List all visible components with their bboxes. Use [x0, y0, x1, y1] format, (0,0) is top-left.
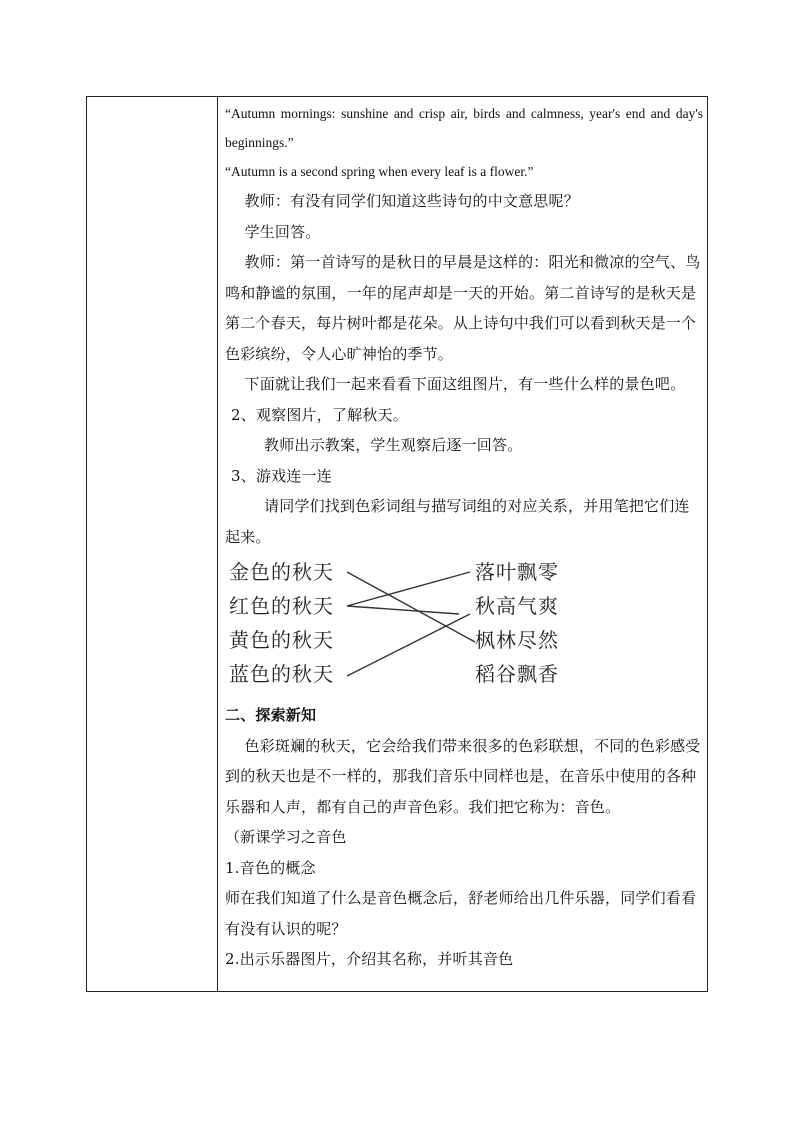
step-3-text: 请同学们找到色彩词组与描写词组的对应关系，并用笔把它们连起来。 [225, 497, 690, 546]
match-left-1: 金色的秋天 [229, 560, 334, 584]
match-left-2: 红色的秋天 [229, 594, 334, 618]
step-3-heading: 3、游戏连一连 [231, 466, 332, 485]
quote-1: “Autumn mornings: sunshine and crisp air, birds and calmness, year's end and day's beginnings.” [225, 106, 703, 150]
instruments-show: 2.出示乐器图片，介绍其名称，并听其音色 [225, 950, 514, 968]
timbre-concept-heading: 1.音色的概念 [225, 858, 316, 877]
match-right-4: 稻谷飘香 [475, 662, 559, 686]
lesson-content-cell [225, 97, 703, 975]
new-lesson-label: （新课学习之音色 [225, 828, 347, 846]
section-title: 二、探索新知 [225, 706, 317, 724]
student-answer: 学生回答。 [244, 222, 321, 241]
quote-2: “Autumn is a second spring when every leaf is a flower.” [225, 164, 534, 179]
transition-text: 下面就让我们一起来看看下面这组图片，有一些什么样的景色吧。 [244, 375, 686, 393]
match-right-2: 秋高气爽 [475, 594, 559, 618]
match-right-3: 枫林尽然 [475, 628, 559, 652]
match-left-3: 黄色的秋天 [229, 628, 334, 652]
step-2-text: 教师出示教案，学生观察后逐一回答。 [264, 436, 523, 454]
lesson-table [86, 96, 708, 992]
match-right-1: 落叶飘零 [475, 560, 559, 584]
teacher-explanation: 教师：第一首诗写的是秋日的早晨是这样的：阳光和微凉的空气、鸟鸣和静谧的氛围，一年的尾声却是一天的开始。第二首诗写的是秋天是第二个春天，每片树叶都是花朵。从上诗句中我们可以看到秋天是一个色彩缤纷，令人心旷神怡的季节。 [225, 253, 701, 363]
matching-game [225, 558, 703, 696]
match-left-4: 蓝色的秋天 [229, 662, 334, 686]
teacher-question: 教师：有没有同学们知道这些诗句的中文意思呢？ [244, 192, 579, 210]
instruments-question: 师在我们知道了什么是音色概念后，舒老师给出几件乐器，同学们看看有没有认识的呢？ [225, 889, 697, 938]
column-divider [217, 97, 218, 991]
step-2-heading: 2、观察图片，了解秋天。 [231, 405, 408, 424]
timbre-intro: 色彩斑斓的秋天，它会给我们带来很多的色彩联想，不同的色彩感受到的秋天也是不一样的，那我们音乐中同样也是，在音乐中使用的各种乐器和人声，都有自己的声音色彩。我们把它称为：音色。 [225, 736, 701, 816]
